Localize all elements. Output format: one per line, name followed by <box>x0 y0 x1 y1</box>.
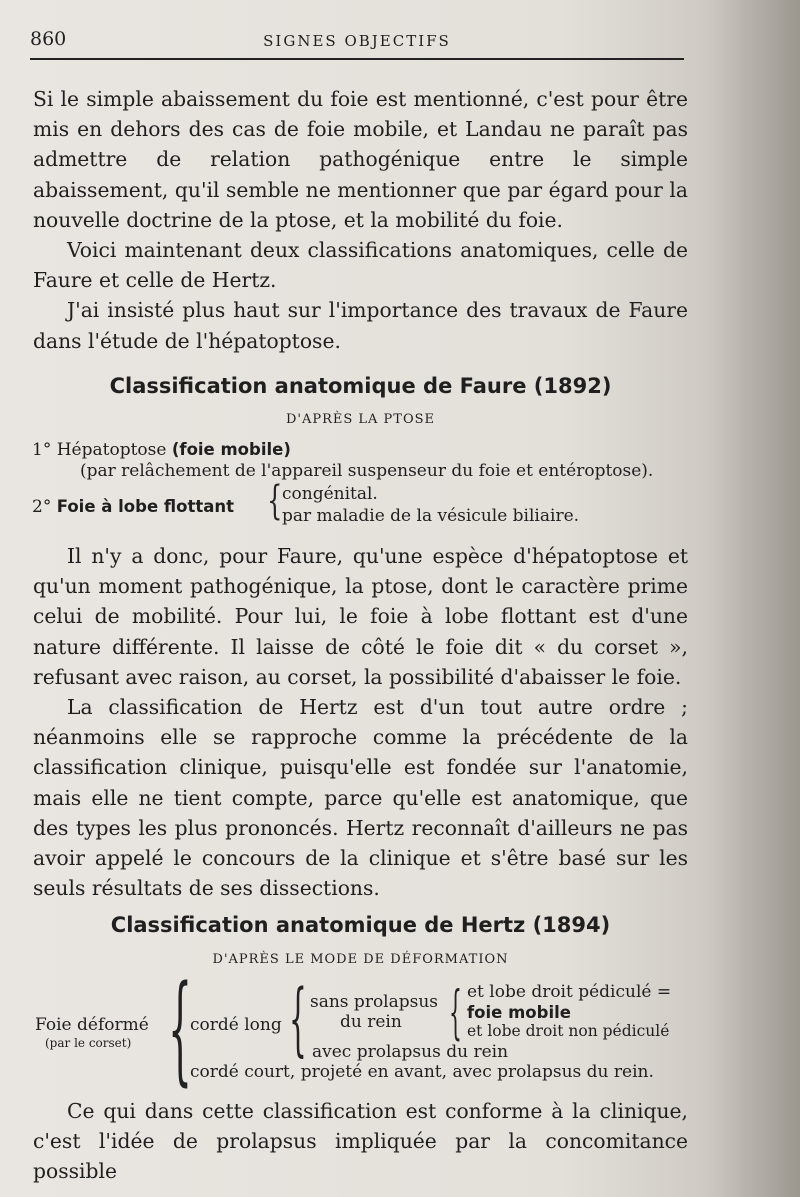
faure-option-1: congénital. <box>282 484 378 504</box>
closing-text <box>33 1096 688 1187</box>
curly-brace: { <box>289 972 307 1065</box>
curly-brace: { <box>168 959 193 1097</box>
curly-brace: { <box>267 478 283 524</box>
faure-subheading: D'APRÈS LA PTOSE <box>285 412 436 427</box>
header-rule <box>30 58 684 60</box>
hertz-leaf-1-bold: foie mobile <box>467 1003 571 1022</box>
item-number: 2° <box>32 497 52 517</box>
hertz-leaf-2: et lobe droit non pédiculé <box>467 1022 670 1040</box>
hertz-heading: Classification anatomique de Hertz (1894) <box>110 913 611 937</box>
hertz-avec-prolapsus: avec prolapsus du rein <box>312 1042 509 1062</box>
hertz-leaf-1: et lobe droit pédiculé = <box>467 982 672 1002</box>
hertz-branch-long: cordé long <box>190 1015 282 1035</box>
page-number: 860 <box>30 28 67 50</box>
middle-text <box>33 541 688 903</box>
paragraph: Ce qui dans cette classification est conforme à la clinique, c'est l'idée de prolapsus impliquée par la concomitance possible <box>33 1099 688 1184</box>
faure-item-2 <box>32 497 234 517</box>
curly-brace: { <box>449 978 462 1046</box>
paragraph: Il n'y a donc, pour Faure, qu'une espèce d'hépatoptose et qu'un moment pathogénique, la ptose, dont le caractère prime celui de mobilité. Pour lui, le foie à lobe flottant est d'une nature différente. Il laisse de côté le foie dit « du corset », refusant avec raison, au corset, la possibilité d'abaisser le foie. <box>33 544 688 689</box>
running-title: SIGNES OBJECTIFS <box>263 32 451 50</box>
hertz-sans-prolapsus: sans prolapsus <box>310 992 439 1012</box>
hertz-root: Foie déformé <box>35 1015 149 1035</box>
intro-text <box>33 84 688 356</box>
hertz-subheading: D'APRÈS LE MODE DE DÉFORMATION <box>212 952 509 967</box>
faure-option-2: par maladie de la vésicule biliaire. <box>282 506 580 526</box>
item-text: Hépatoptose <box>56 440 167 460</box>
paragraph: Voici maintenant deux classifications anatomiques, celle de Faure et celle de Hertz. <box>33 238 688 293</box>
item-bold: (foie mobile) <box>171 440 291 459</box>
faure-item-1-detail: (par relâchement de l'appareil suspenseur du foie et entéroptose). <box>80 461 654 481</box>
item-number: 1° <box>32 440 52 460</box>
item-bold: Foie à lobe flottant <box>56 497 234 516</box>
faure-heading: Classification anatomique de Faure (1892) <box>109 374 612 398</box>
faure-item-1 <box>32 440 291 460</box>
hertz-sans-prolapsus-rein: du rein <box>340 1012 402 1032</box>
paragraph: Si le simple abaissement du foie est mentionné, c'est pour être mis en dehors des cas de foie mobile, et Landau ne paraît pas admettre de relation pathogénique entre le simple abaissement, qu'il semble ne mentionner que par égard pour la nouvelle doctrine de la ptose, et la mobilité du foie. <box>33 87 688 232</box>
paragraph: La classification de Hertz est d'un tout autre ordre ; néanmoins elle se rapproche comme la précédente de la classification clinique, puisqu'elle est fondée sur l'anatomie, mais elle ne tient compte, parce qu'elle est anatomique, que des types les plus prononcés. Hertz reconnaît d'ailleurs ne pas avoir appelé le concours de la clinique et s'être basé sur les seuls résultats de ses dissections. <box>33 695 688 901</box>
hertz-branch-court: cordé court, projeté en avant, avec prolapsus du rein. <box>190 1062 654 1082</box>
page-header <box>30 28 684 58</box>
hertz-root-note: (par le corset) <box>45 1036 132 1050</box>
paragraph: J'ai insisté plus haut sur l'importance des travaux de Faure dans l'étude de l'hépatoptose. <box>33 298 688 353</box>
